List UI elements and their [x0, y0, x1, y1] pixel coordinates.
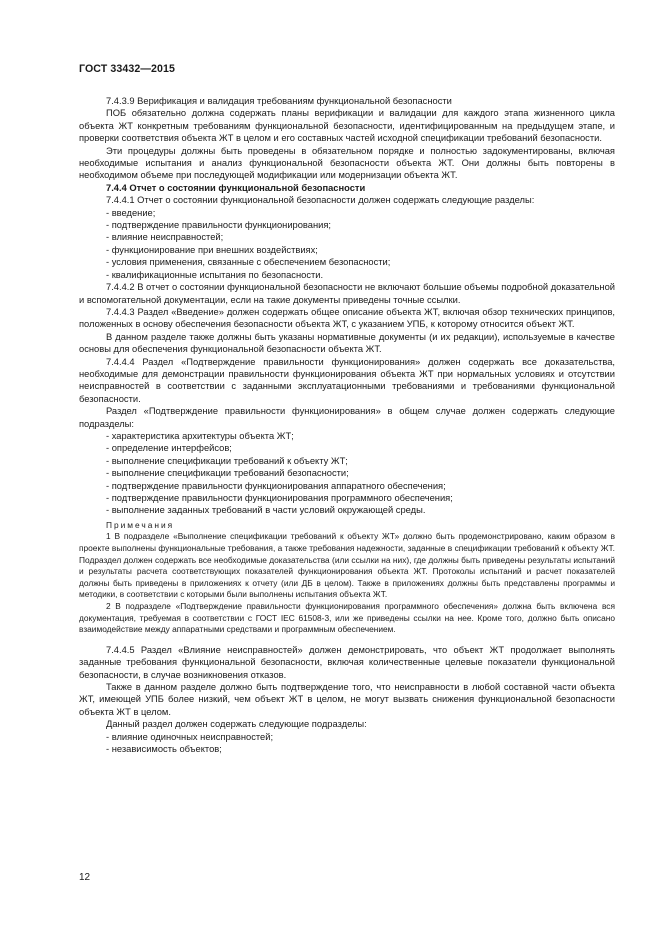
note-item: 1 В подразделе «Выполнение спецификации требований к объекту ЖТ» должно быть продемонстрировано, каким образом в проекте выполнены функциональные требования, а также требования надежности, заданные в спецификации требований к объекту ЖТ. Подраздел должен содержать все необходимые доказательства (или ссылки на них), где должны быть приведены результаты испытаний и результаты расчета соответствующих показателей функционирования объекта ЖТ. Протоколы испытаний и расчет показателей должны быть приведены в приложениях к отчету (или ДБ в целом). Также в приложениях должны быть представлены программы и методики, в соответствии с которыми были выполнены испытания объекта ЖТ.	[79, 531, 615, 600]
notes-title: Примечания	[106, 519, 175, 530]
list-item: - выполнение заданных требований в части условий окружающей среды.	[106, 505, 426, 516]
list-item: - выполнение спецификации требований к объекту ЖТ;	[106, 455, 348, 466]
list-item: - влияние неисправностей;	[106, 232, 224, 243]
section-heading-7-4-3-9: 7.4.3.9 Верификация и валидация требованиям функциональной безопасности	[106, 96, 452, 106]
paragraph: 7.4.4.3 Раздел «Введение» должен содержать общее описание объекта ЖТ, включая обзор технических принципов, положенных в основу обеспечения безопасности объекта ЖТ, с указанием УПБ, к которому относится объект ЖТ.	[79, 306, 615, 330]
section-heading-7-4-4: 7.4.4 Отчет о состоянии функциональной безопасности	[106, 182, 366, 193]
paragraph: Эти процедуры должны быть проведены в обязательном порядке и полностью задокументированы, включая необходимые испытания и анализ функциональной безопасности объекта ЖТ. Они должны быть повторены в необходимом объеме при последующей модификации или модернизации объекта ЖТ.	[79, 145, 615, 181]
paragraph: Данный раздел должен содержать следующие подразделы:	[106, 719, 367, 730]
page-header-standard-title: ГОСТ 33432—2015	[79, 63, 176, 75]
list-item: - квалификационные испытания по безопасности.	[106, 269, 324, 280]
list-item: - независимость объектов;	[106, 744, 222, 754]
paragraph: Раздел «Подтверждение правильности функционирования» в общем случае должен содержать следующие подразделы:	[79, 406, 615, 429]
list-item: - влияние одиночных неисправностей;	[106, 731, 274, 742]
note-item: 2 В подразделе «Подтверждение правильности функционирования программного обеспечения» должна быть включена вся документация, требуемая в соответствии с ГОСТ IEC 61508-3, или же приведены ссылки на нее. Кроме того, должно быть описано взаимодействие между аппаратными средствами и программным обеспечением.	[79, 600, 615, 635]
paragraph: ПОБ обязательно должна содержать планы верификации и валидации для каждого этапа жизненного цикла объекта ЖТ конкретным требованиям функциональной безопасности, идентифицированным на предыдущем этапе, и проверки соответствия объекта ЖТ в целом и его составных частей исходной спецификации требований безопасности.	[79, 108, 615, 144]
document-body	[79, 95, 615, 755]
paragraph: Также в данном разделе должно быть подтверждение того, что неисправности в любой составной части объекта ЖТ, имеющей УПБ более низкий, чем объект ЖТ в целом, не могут вызвать снижения функциональной безопасности объекта ЖТ в целом.	[79, 681, 615, 717]
paragraph: 7.4.4.4 Раздел «Подтверждение правильности функционирования» должен содержать все доказательства, необходимые для демонстрации правильности функционирования объекта ЖТ при нормальных условиях и отсутствии неисправностей в соответствии с заданными эксплуатационными требованиями и требованиями функциональной безопасности.	[79, 356, 615, 404]
list-item: - выполнение спецификации требований безопасности;	[106, 468, 349, 479]
list-item: - подтверждение правильности функционирования программного обеспечения;	[106, 493, 453, 503]
page-number: 12	[79, 872, 91, 883]
list-item: - характеристика архитектуры объекта ЖТ;	[106, 430, 294, 441]
paragraph: В данном разделе также должны быть указаны нормативные документы (и их редакции), используемые в качестве основы для обеспечения функциональной безопасности объекта ЖТ.	[79, 331, 615, 355]
notes-block	[79, 520, 615, 636]
list-item: - подтверждение правильности функционирования аппаратного обеспечения;	[106, 480, 446, 491]
list-item: - определение интерфейсов;	[106, 443, 232, 454]
paragraph: 7.4.4.5 Раздел «Влияние неисправностей» должен демонстрировать, что объект ЖТ продолжает выполнять заданные требования функциональной безопасности, включая количественные целевые показатели функциональной безопасности, в случае возникновения отказов.	[79, 644, 615, 680]
paragraph: 7.4.4.2 В отчет о состоянии функциональной безопасности не включают большие объемы подробной доказательной и вспомогательной документации, если на такие документы приведены точные ссылки.	[79, 282, 615, 305]
list-item: - подтверждение правильности функционирования;	[106, 220, 332, 231]
paragraph: 7.4.4.1 Отчет о состоянии функциональной безопасности должен содержать следующие разделы:	[106, 195, 535, 206]
list-item: - введение;	[106, 207, 156, 218]
list-item: - функционирование при внешних воздействиях;	[106, 244, 318, 255]
list-item: - условия применения, связанные с обеспечением безопасности;	[106, 257, 391, 268]
